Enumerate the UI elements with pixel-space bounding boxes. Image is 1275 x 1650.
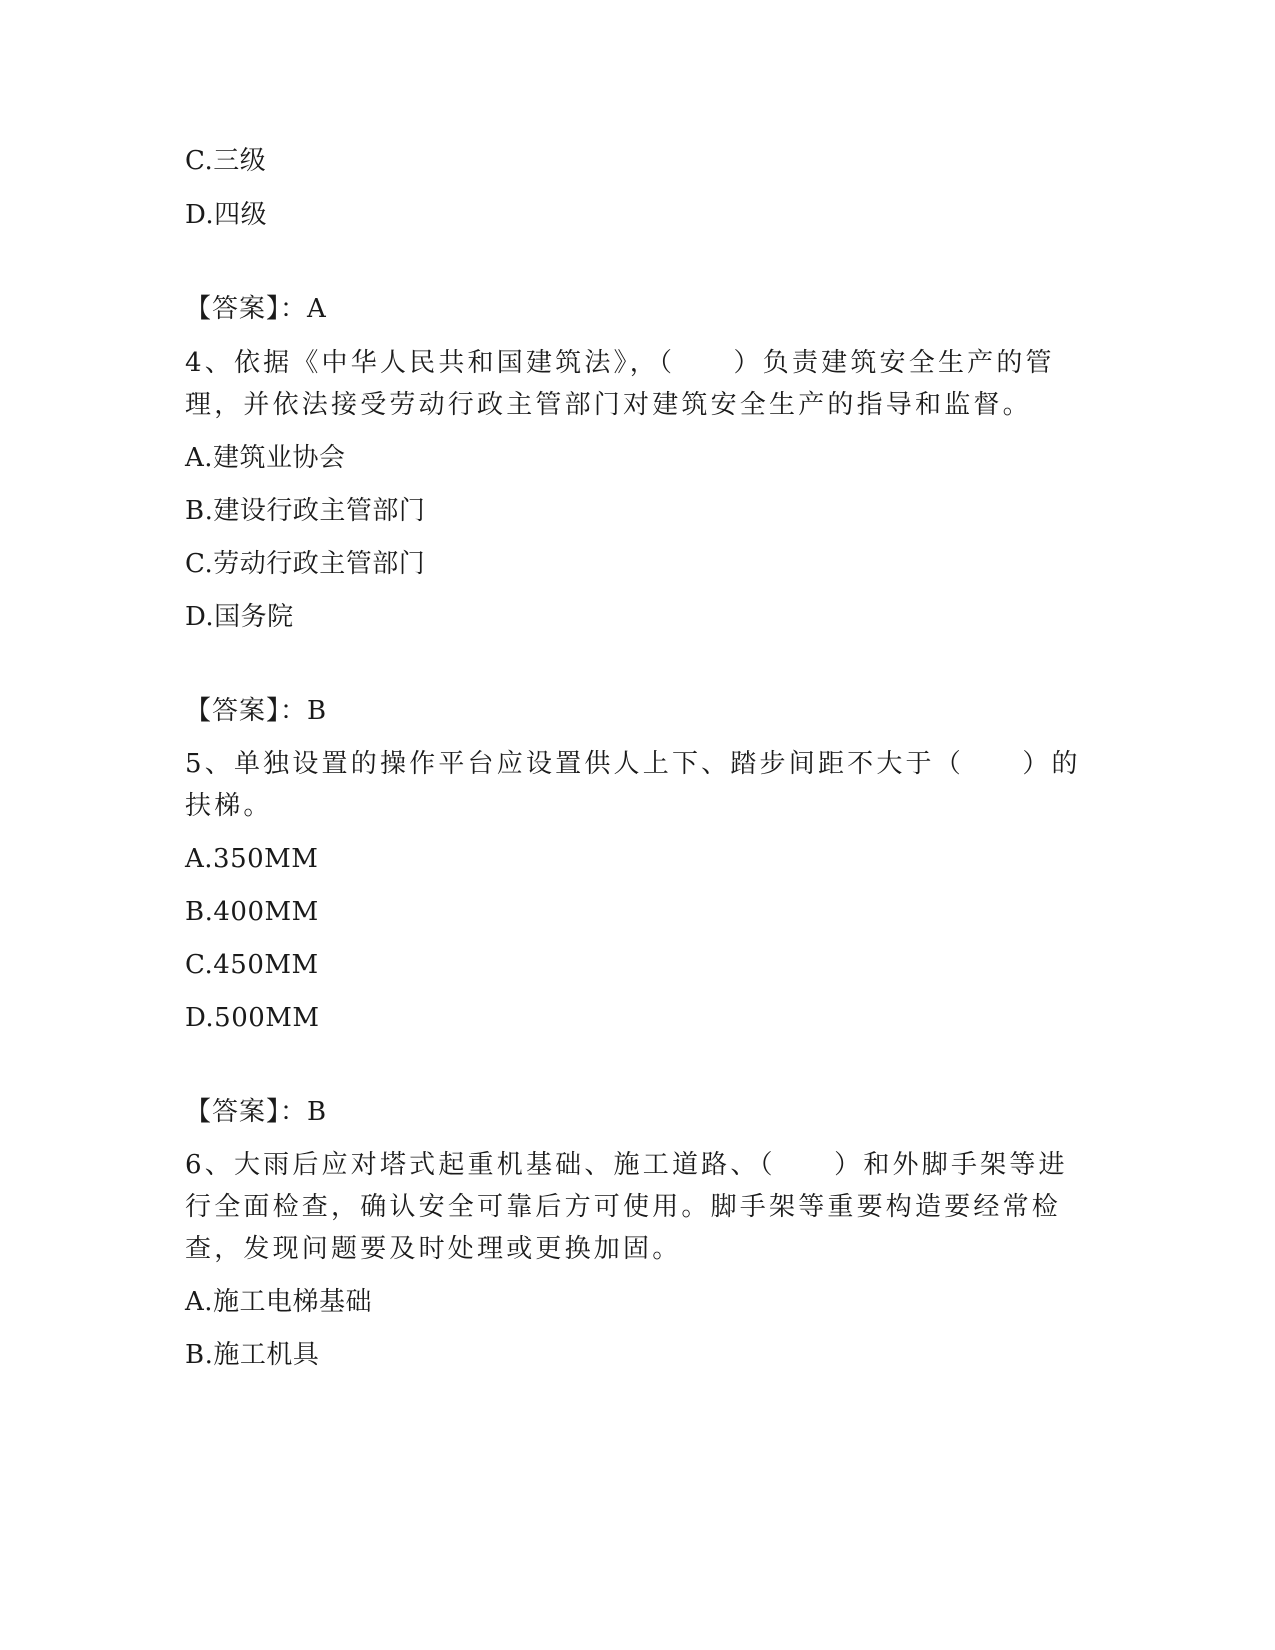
q6-option-a: A.施工电梯基础 — [185, 1287, 373, 1317]
q5-option-a: A.350MM — [185, 844, 319, 874]
q4-option-d: D.国务院 — [185, 602, 294, 632]
q5-stem-line-1: 5、单独设置的操作平台应设置供人上下、踏步间距不大于（ ）的 — [185, 749, 1081, 779]
q6-stem-line-2: 行全面检查，确认安全可靠后方可使用。脚手架等重要构造要经常检 — [185, 1192, 1062, 1222]
q5-answer: 【答案】：B — [185, 1097, 328, 1127]
q6-option-b: B.施工机具 — [185, 1340, 320, 1370]
q4-stem-line-1: 4、依据《中华人民共和国建筑法》，（ ）负责建筑安全生产的管 — [185, 348, 1055, 378]
q4-option-a: A.建筑业协会 — [185, 443, 346, 473]
q5-option-c: C.450MM — [185, 950, 319, 980]
q5-stem-line-2: 扶梯。 — [185, 791, 273, 821]
q3-option-c: C.三级 — [185, 146, 267, 176]
q3-answer: 【答案】：A — [185, 294, 327, 324]
q5-option-b: B.400MM — [185, 897, 319, 927]
q4-option-c: C.劳动行政主管部门 — [185, 549, 426, 579]
q6-stem-line-3: 查，发现问题要及时处理或更换加固。 — [185, 1234, 682, 1264]
q3-option-d: D.四级 — [185, 200, 268, 230]
q5-option-d: D.500MM — [185, 1003, 320, 1033]
q4-answer: 【答案】：B — [185, 696, 328, 726]
q4-stem-line-2: 理，并依法接受劳动行政主管部门对建筑安全生产的指导和监督。 — [185, 390, 1032, 420]
q6-stem-line-1: 6、大雨后应对塔式起重机基础、施工道路、（ ）和外脚手架等进 — [185, 1150, 1068, 1180]
q4-option-b: B.建设行政主管部门 — [185, 496, 426, 526]
